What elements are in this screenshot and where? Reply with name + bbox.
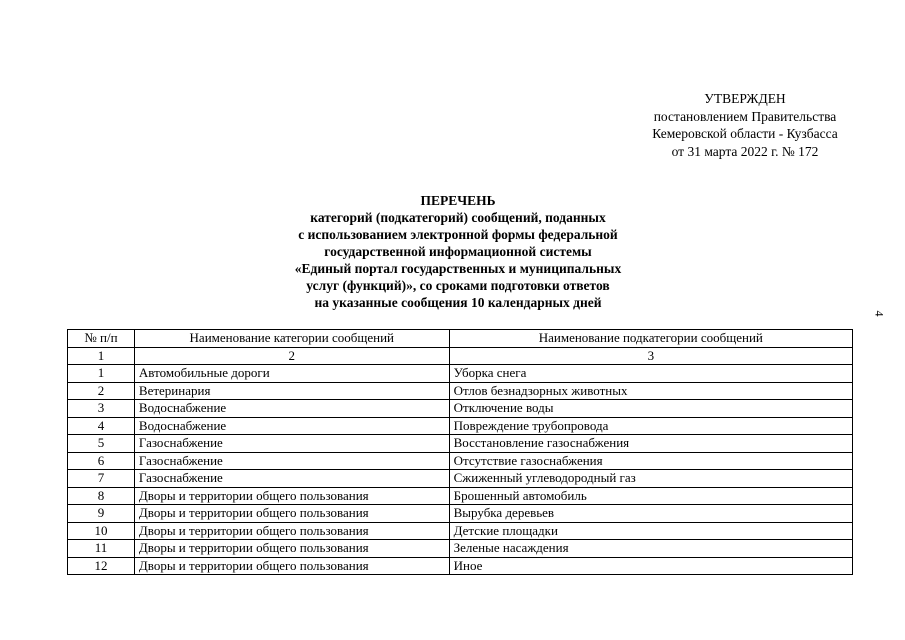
row-number: 6 (68, 452, 135, 470)
row-number: 8 (68, 487, 135, 505)
row-category: Дворы и территории общего пользования (134, 557, 449, 575)
approval-line-region: Кемеровской области - Кузбасса (652, 126, 838, 141)
title-line: услуг (функций)», со сроками подготовки ответов (306, 278, 610, 293)
row-number: 10 (68, 522, 135, 540)
row-number: 1 (68, 365, 135, 383)
title-heading: ПЕРЕЧЕНЬ (420, 193, 496, 208)
page-number: 4 (872, 310, 887, 317)
row-number: 11 (68, 540, 135, 558)
table-row (68, 382, 853, 400)
title-line: на указанные сообщения 10 календарных дней (314, 295, 602, 310)
title-line: «Единый портал государственных и муниципальных (294, 261, 622, 276)
table-row (68, 487, 853, 505)
categories-table (67, 329, 853, 575)
row-number: 2 (68, 382, 135, 400)
row-subcategory: Брошенный автомобиль (449, 487, 852, 505)
row-number: 4 (68, 417, 135, 435)
table-row (68, 435, 853, 453)
row-category: Дворы и территории общего пользования (134, 487, 449, 505)
header-number: № п/п (68, 330, 135, 348)
table-row (68, 365, 853, 383)
table-row (68, 505, 853, 523)
row-subcategory: Зеленые насаждения (449, 540, 852, 558)
approval-line-resolution: постановлением Правительства (653, 108, 837, 124)
row-subcategory: Вырубка деревьев (449, 505, 852, 523)
table-row (68, 540, 853, 558)
table-row (68, 417, 853, 435)
table-row (68, 522, 853, 540)
row-category: Ветеринария (134, 382, 449, 400)
row-number: 7 (68, 470, 135, 488)
row-category: Водоснабжение (134, 400, 449, 418)
row-number: 3 (68, 400, 135, 418)
row-category: Дворы и территории общего пользования (134, 540, 449, 558)
row-subcategory: Отлов безнадзорных животных (449, 382, 852, 400)
row-category: Водоснабжение (134, 417, 449, 435)
row-category: Газоснабжение (134, 470, 449, 488)
row-number: 5 (68, 435, 135, 453)
row-category: Автомобильные дороги (134, 365, 449, 383)
title-line: с использованием электронной формы федеральной (298, 227, 618, 242)
row-number: 9 (68, 505, 135, 523)
column-number: 2 (134, 347, 449, 365)
approval-stamp (600, 90, 890, 160)
row-category: Газоснабжение (134, 435, 449, 453)
document-title (200, 192, 716, 311)
table-row (68, 452, 853, 470)
column-number-row (68, 347, 853, 365)
row-subcategory: Детские площадки (449, 522, 852, 540)
table-header-row (68, 330, 853, 348)
row-category: Дворы и территории общего пользования (134, 522, 449, 540)
row-category: Газоснабжение (134, 452, 449, 470)
row-subcategory: Сжиженный углеводородный газ (449, 470, 852, 488)
approval-line-approved: УТВЕРЖДЕН (704, 91, 786, 106)
column-number: 3 (449, 347, 852, 365)
title-line: категорий (подкатегорий) сообщений, поданных (310, 210, 606, 225)
row-subcategory: Восстановление газоснабжения (449, 435, 852, 453)
row-subcategory: Отключение воды (449, 400, 852, 418)
header-subcategory: Наименование подкатегории сообщений (449, 330, 852, 348)
approval-line-date: от 31 марта 2022 г. № 172 (671, 143, 819, 159)
title-line: государственной информационной системы (324, 244, 592, 259)
table-row (68, 557, 853, 575)
table-row (68, 400, 853, 418)
table-row (68, 470, 853, 488)
column-number: 1 (68, 347, 135, 365)
row-number: 12 (68, 557, 135, 575)
row-subcategory: Отсутствие газоснабжения (449, 452, 852, 470)
row-subcategory: Повреждение трубопровода (449, 417, 852, 435)
row-category: Дворы и территории общего пользования (134, 505, 449, 523)
header-category: Наименование категории сообщений (134, 330, 449, 348)
row-subcategory: Уборка снега (449, 365, 852, 383)
row-subcategory: Иное (449, 557, 852, 575)
